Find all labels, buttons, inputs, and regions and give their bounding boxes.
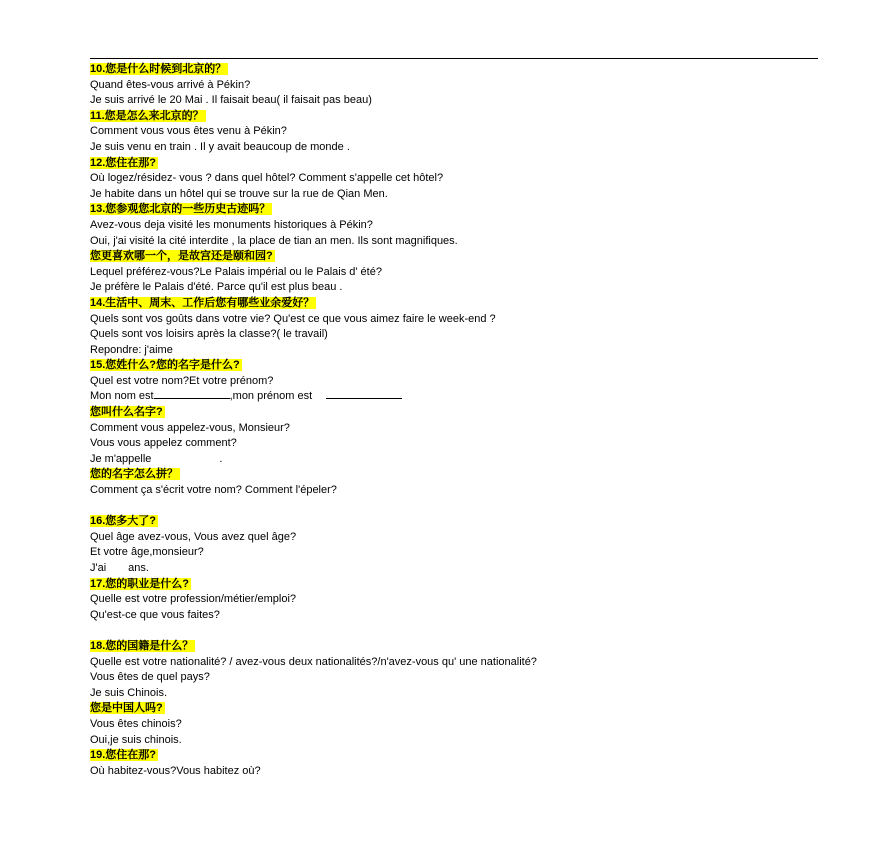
section-heading <box>90 358 830 374</box>
section-heading <box>90 405 830 421</box>
body-text-line: Repondre: j'aime <box>90 343 173 356</box>
document-body <box>90 62 830 779</box>
highlighted-heading: 您叫什么名字? <box>90 406 163 419</box>
section-heading <box>90 202 830 218</box>
fill-text-before: Mon nom est <box>90 390 154 403</box>
body-text-line: Oui,je suis chinois. <box>90 733 182 746</box>
section-heading <box>90 639 830 655</box>
body-text-line: Oui, j'ai visité la cité interdite , la place de tian an men. Ils sont magnifiques. <box>90 234 458 247</box>
body-text-line: Je habite dans un hôtel qui se trouve sur la rue de Qian Men. <box>90 187 388 200</box>
section-heading <box>90 296 830 312</box>
section-heading <box>90 249 830 265</box>
highlighted-heading: 14.生活中、周末、工作后您有哪些业余爱好？ <box>90 296 315 309</box>
section-heading <box>90 62 830 78</box>
highlighted-heading: 10.您是什么时候到北京的？ <box>90 63 227 75</box>
body-text-line: Quel est votre nom?Et votre prénom? <box>90 374 274 387</box>
body-text-line: Quels sont vos goûts dans votre vie? Qu'est ce que vous aimez faire le week-end ? <box>90 312 496 325</box>
highlighted-heading: 16.您多大了? <box>90 515 157 528</box>
body-text-line: Vous êtes chinois? <box>90 717 182 730</box>
section-heading <box>90 467 830 483</box>
highlighted-heading: 您更喜欢哪一个，是故宫还是颐和园? <box>90 250 273 263</box>
fill-text-middle: ,mon prénom est <box>229 390 313 403</box>
section-heading <box>90 748 830 764</box>
fill-blank <box>326 389 402 399</box>
body-text-line: Avez-vous deja visité les monuments historiques à Pékin? <box>90 218 373 231</box>
highlighted-heading: 您的名字怎么拼？ <box>90 468 178 481</box>
gap-text-after: ans. <box>128 562 149 574</box>
fill-in-line <box>90 389 830 405</box>
gap-text-after: . <box>219 452 223 465</box>
gap-line <box>90 561 830 577</box>
header-rule <box>90 58 818 59</box>
section-heading <box>90 514 830 530</box>
highlighted-heading: 17.您的职业是什么? <box>90 577 190 590</box>
body-text-line: Vous êtes de quel pays? <box>90 671 210 684</box>
body-text-line: Quels sont vos loisirs après la classe?( le travail) <box>90 328 328 341</box>
gap-text-before: Je m'appelle <box>90 452 152 465</box>
body-text-line: Quel âge avez-vous, Vous avez quel âge? <box>90 530 297 543</box>
highlighted-heading: 15.您姓什么?您的名字是什么? <box>90 359 240 372</box>
section-heading <box>90 701 830 717</box>
body-text-line: Et votre âge,monsieur? <box>90 546 204 559</box>
body-text-line: Qu'est-ce que vous faites? <box>90 608 220 621</box>
blank-line <box>90 499 830 515</box>
body-text-line: Comment vous appelez-vous, Monsieur? <box>90 421 290 434</box>
body-text-line: Quand êtes-vous arrivé à Pékin? <box>90 78 251 91</box>
highlighted-heading: 13.您参观您北京的一些历史古迹吗？ <box>90 203 271 216</box>
section-heading <box>90 109 830 125</box>
body-text-line: Je préfère le Palais d'été. Parce qu'il est plus beau . <box>90 281 343 294</box>
body-text-line: Lequel préférez-vous?Le Palais impérial ou le Palais d' été? <box>90 265 382 278</box>
highlighted-heading: 11.您是怎么来北京的？ <box>90 109 204 122</box>
body-text-line: Comment vous vous êtes venu à Pékin? <box>90 125 287 138</box>
fill-blank <box>154 389 230 399</box>
highlighted-heading: 19.您住在那? <box>90 749 157 762</box>
body-text-line: Quelle est votre profession/métier/emploi? <box>90 593 297 606</box>
body-text-line: Comment ça s'écrit votre nom? Comment l'épeler? <box>90 484 337 497</box>
body-text-line: Je suis Chinois. <box>90 686 168 699</box>
body-text-line: Je suis venu en train . Il y avait beaucoup de monde . <box>90 140 350 153</box>
body-text-line: Vous vous appelez comment? <box>90 437 237 450</box>
blank-line <box>90 623 830 639</box>
body-text-line: Je suis arrivé le 20 Mai . Il faisait beau( il faisait pas beau) <box>90 94 372 107</box>
highlighted-heading: 您是中国人吗? <box>90 702 163 715</box>
body-text-line: Où logez/résidez- vous ? dans quel hôtel? Comment s'appelle cet hôtel? <box>90 172 444 185</box>
body-text-line: Où habitez-vous?Vous habitez où? <box>90 764 261 777</box>
highlighted-heading: 12.您住在那? <box>90 156 157 169</box>
section-heading <box>90 156 830 172</box>
body-text-line: Quelle est votre nationalité? / avez-vous deux nationalités?/n'avez-vous qu' une nationalité? <box>90 655 537 668</box>
gap-line <box>90 452 830 468</box>
section-heading <box>90 577 830 593</box>
gap-text-before: J'ai <box>90 562 107 574</box>
highlighted-heading: 18.您的国籍是什么？ <box>90 639 194 652</box>
